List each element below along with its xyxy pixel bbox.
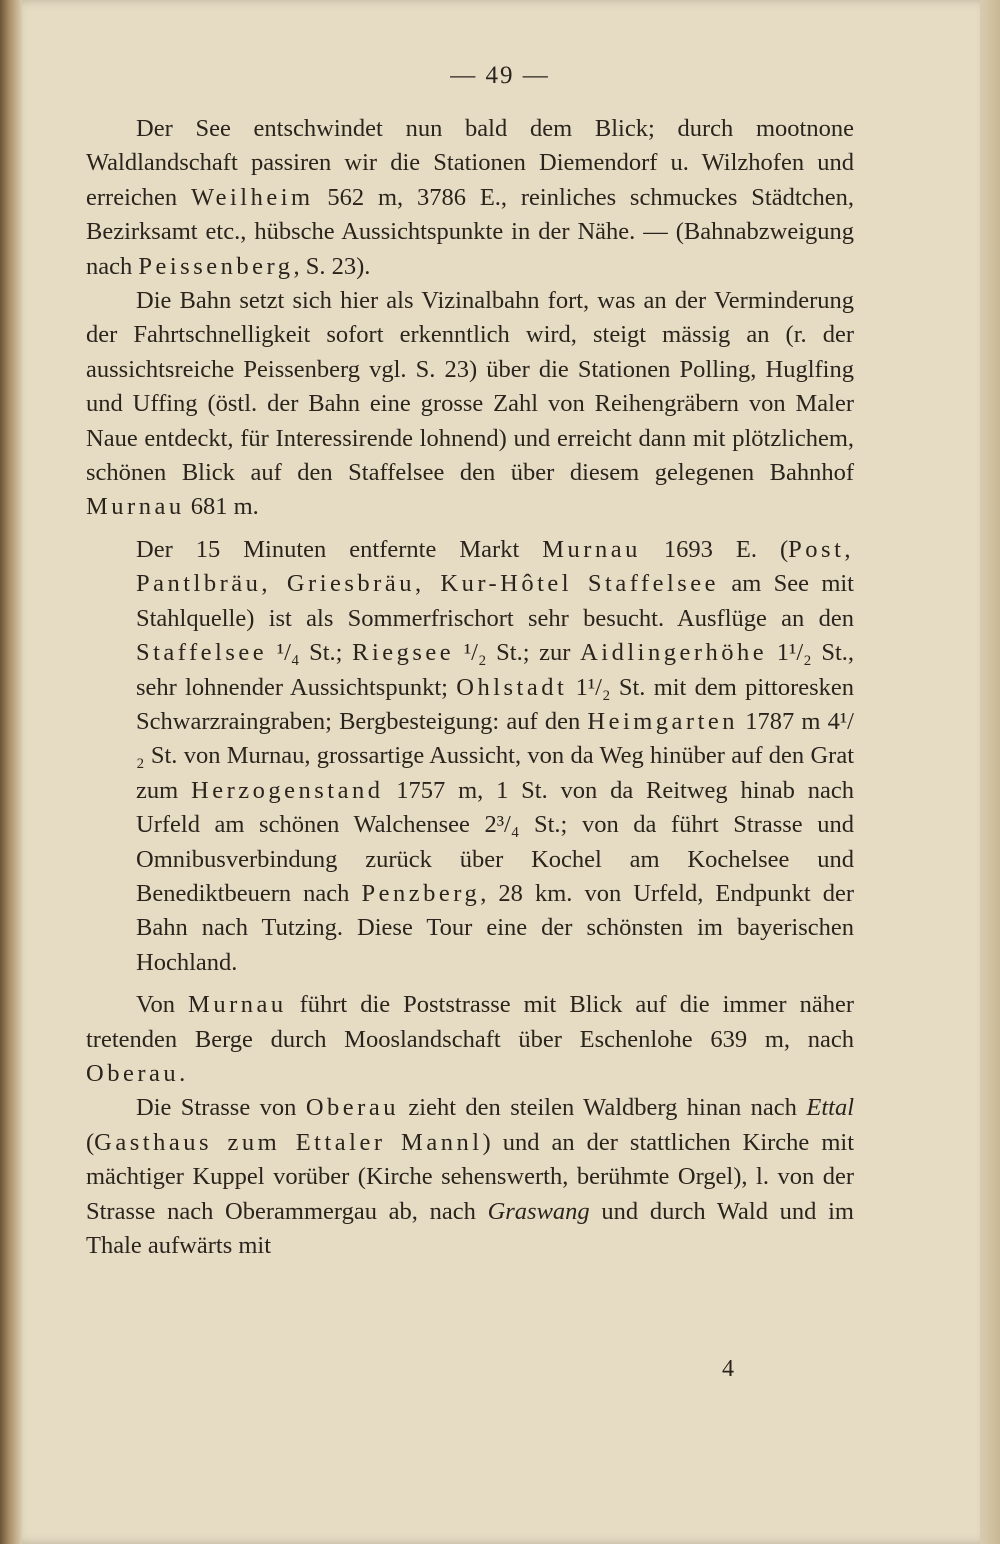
body-text: [86, 112, 854, 1263]
text-segment: Murnau: [542, 535, 641, 563]
text-segment: , 28 km. von Urfeld, Endpunkt der Bahn nach Tutzing. Diese Tour eine der schönsten im bayerischen Hochland.: [136, 879, 854, 976]
text-segment: Die Bahn setzt sich hier als Vizinalbahn fort, was an der Verminderung der Fahrtschnelligkeit sofort erkenntlich wird, steigt mässig an (r. der aussichtsreiche Peissenberg vgl. S. 23) über die Stationen Polling, Huglfing und Uffing (östl. der Bahn eine grosse Zahl von Reihengräbern von Maler Naue entdeckt, für Interessirende lohnend) und erreicht dann mit plötzlichem, schönen Blick auf den Staffelsee den über diesem gelegenen Bahnhof: [86, 287, 854, 487]
text-segment: Gasthaus zum Ettaler Mannl: [94, 1128, 483, 1156]
text-segment: ) und an der stattlichen Kirche mit mächtiger Kuppel vorüber (Kirche sehenswerth, berühmte Orgel), l. von der Strasse nach Oberammergau ab, nach: [86, 1128, 854, 1225]
paragraph-p4: [86, 988, 854, 1091]
text-segment: führt die Poststrasse mit Blick auf die immer näher tretenden Berge durch Mooslandschaft über Eschenlohe 639 m, nach: [86, 991, 854, 1053]
text-segment: Von: [136, 991, 189, 1019]
text-segment: Weilheim: [190, 183, 314, 211]
text-segment: , S. 23).: [293, 252, 371, 280]
text-segment: 1¹/₂ St., sehr lohnender Aussichtspunkt;: [136, 639, 855, 701]
text-segment: Ettal: [806, 1094, 854, 1122]
text-segment: ¹/₄ St.;: [267, 639, 353, 667]
text-segment: 681 m.: [184, 493, 259, 521]
text-segment: .: [179, 1059, 186, 1087]
text-segment: 1757 m, 1 St. von da Reitweg hinab nach Urfeld am schönen Walchensee 2³/₄ St.; von da führt Strasse und Omnibusverbindung zurück über Kochel am Kochelsee und Benediktbeuern nach: [136, 776, 854, 907]
text-segment: 1¹/₂ St. mit dem pittoresken Schwarzraingraben; Bergbesteigung: auf den: [136, 673, 855, 735]
text-segment: 1787 m 4¹/₂ St. von Murnau, grossartige Aussicht, von da Weg hinüber auf den Grat zum: [136, 707, 854, 804]
text-segment: Post, Pantlbräu, Griesbräu, Kur-Hôtel Staffelsee: [136, 535, 854, 598]
text-segment: Oberau: [305, 1094, 399, 1122]
paragraph-p1: [86, 112, 854, 284]
text-segment: Murnau: [86, 493, 185, 521]
text-segment: Staffelsee: [136, 639, 268, 667]
paragraph-p3: [136, 533, 854, 980]
text-segment: Der 15 Minuten entfernte Markt: [136, 535, 543, 563]
paragraph-p5: [86, 1091, 854, 1263]
text-segment: (: [86, 1128, 95, 1156]
text-segment: Penzberg: [361, 879, 481, 907]
page-edge: [980, 0, 1000, 1544]
text-segment: Ohlstadt: [456, 673, 568, 701]
text-segment: und durch Wald und im Thale aufwärts mit: [86, 1197, 854, 1259]
paragraph-p2: [86, 284, 854, 525]
book-binding: [0, 0, 22, 1544]
text-segment: Herzogenstand: [191, 776, 384, 804]
text-segment: Heimgarten: [587, 707, 739, 735]
text-segment: zieht den steilen Waldberg hinan nach: [398, 1094, 807, 1122]
text-segment: Peissenberg: [138, 252, 294, 280]
text-segment: Oberau: [86, 1059, 180, 1087]
text-segment: Aidlingerhöhe: [580, 639, 768, 667]
text-segment: Riegsee: [352, 639, 455, 667]
text-segment: Die Strasse von: [136, 1094, 306, 1122]
text-segment: 562 m, 3786 E., reinliches schmuckes Städtchen, Bezirksamt etc., hübsche Aussichtspunkte in der Nähe. — (Bahnabzweigung nach: [86, 183, 854, 280]
text-segment: Der See entschwindet nun bald dem Blick; durch mootnone Waldlandschaft passiren wir die Stationen Diemendorf u. Wilzhofen und erreichen: [86, 115, 854, 211]
text-segment: 1693 E. (: [640, 535, 789, 563]
page-number: — 49 —: [450, 62, 550, 89]
text-segment: Murnau: [188, 991, 287, 1019]
text-segment: ¹/₂ St.; zur: [454, 639, 581, 667]
text-segment: am See mit Stahlquelle) ist als Sommerfrischort sehr besucht. Ausflüge an den: [136, 570, 854, 632]
text-segment: Graswang: [487, 1197, 590, 1225]
signature-mark: 4: [722, 1356, 734, 1382]
